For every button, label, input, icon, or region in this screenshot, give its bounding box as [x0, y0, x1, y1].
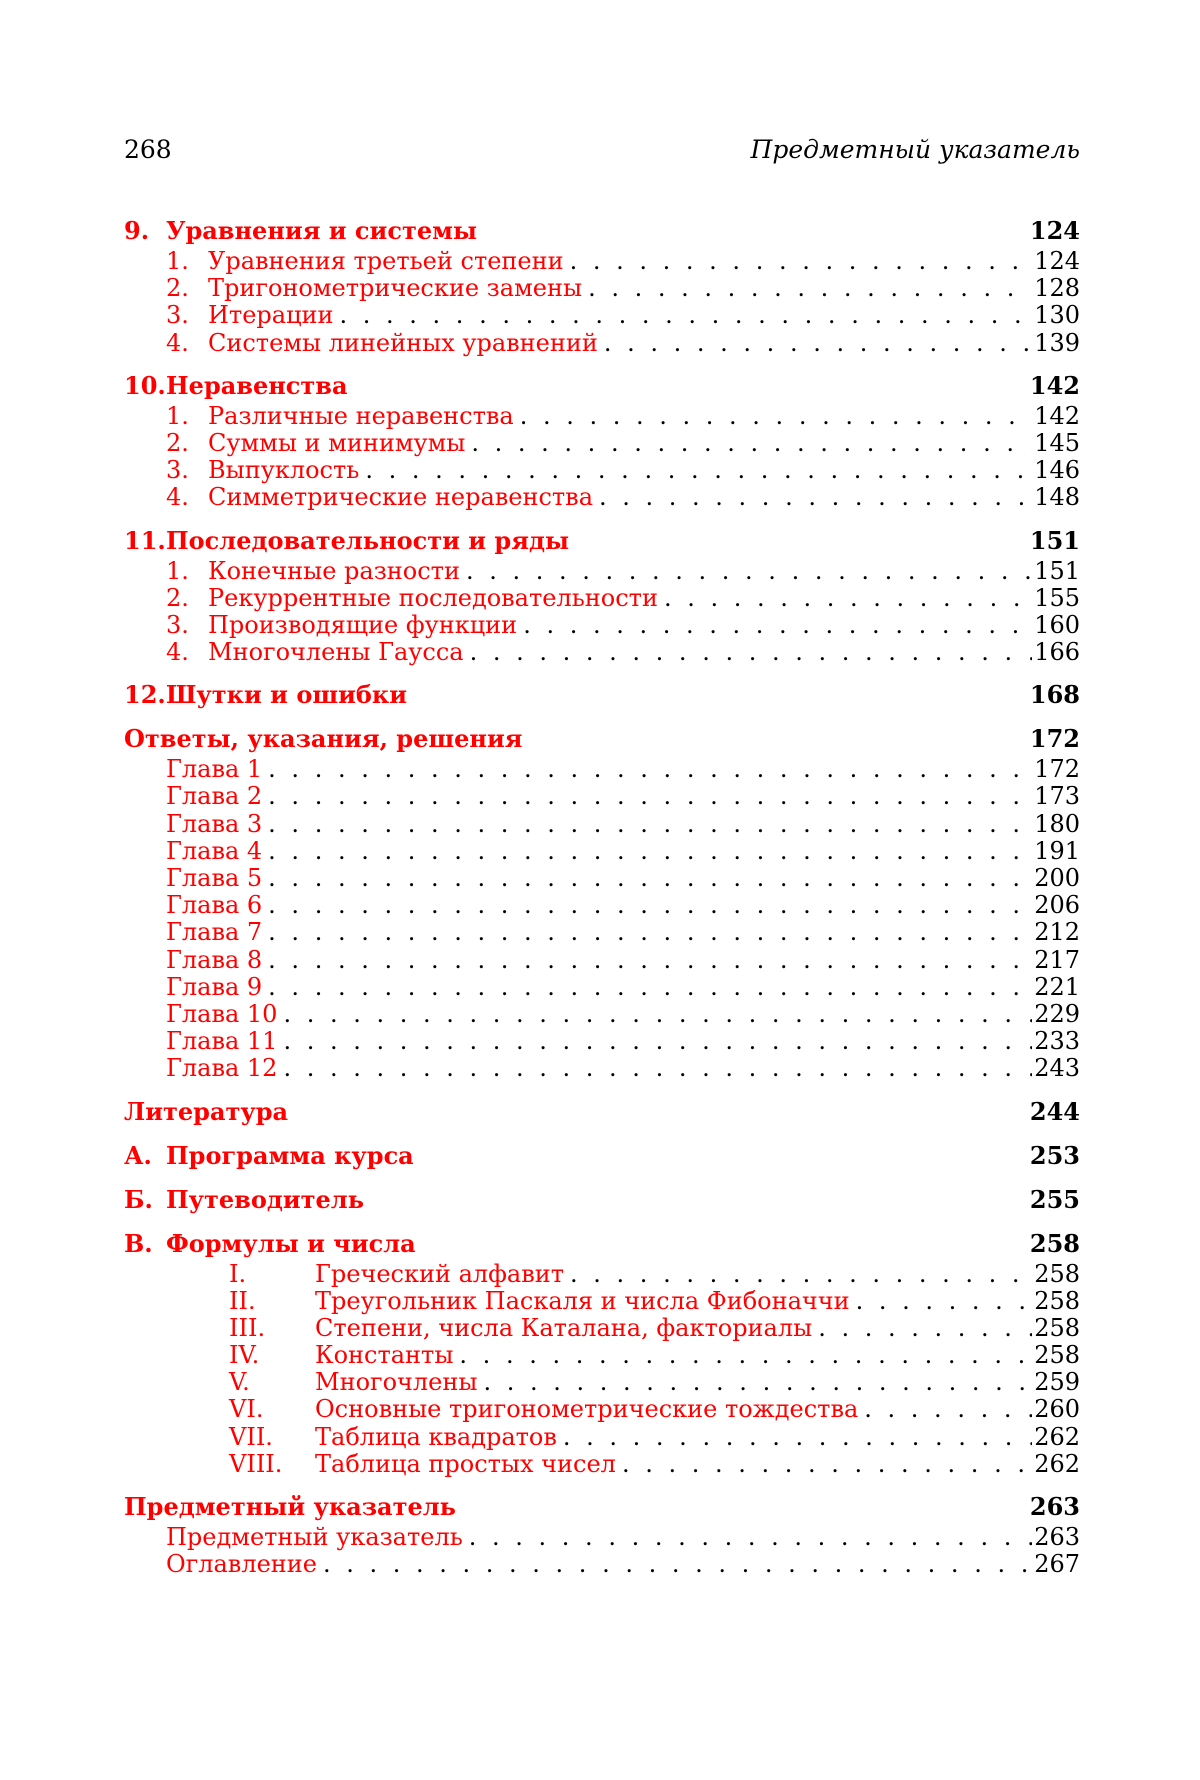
- toc-entry[interactable]: [124, 865, 1080, 892]
- entry-page: 262: [1034, 1451, 1080, 1478]
- entry-number: VI.: [229, 1396, 315, 1423]
- dot-leader: [268, 919, 1032, 946]
- spacer: [124, 357, 1080, 369]
- entry-title: Глава 8: [166, 947, 262, 974]
- toc-index[interactable]: [124, 1490, 1080, 1524]
- entry-page: 146: [1034, 457, 1080, 484]
- entry-title: Конечные разности: [208, 558, 460, 585]
- entry-title: Уравнения третьей степени: [208, 248, 564, 275]
- entry-title: Таблица квадратов: [315, 1424, 557, 1451]
- entry-title: Глава 12: [166, 1055, 277, 1082]
- chapter-title: Литература: [124, 1095, 1030, 1129]
- toc-entry[interactable]: [124, 302, 1080, 329]
- entry-number: VIII.: [229, 1451, 315, 1478]
- entry-page: 124: [1034, 248, 1080, 275]
- dot-leader: [469, 1524, 1032, 1551]
- entry-title: Глава 2: [166, 783, 262, 810]
- entry-title: Рекуррентные последовательности: [208, 585, 658, 612]
- chapter-title: Предметный указатель: [124, 1490, 1030, 1524]
- chapter-number: 11.: [124, 524, 166, 558]
- entry-number: VII.: [229, 1424, 315, 1451]
- spacer: [124, 1217, 1080, 1227]
- entry-title: Выпуклость: [208, 457, 359, 484]
- toc-entry[interactable]: [124, 838, 1080, 865]
- entry-page: 139: [1034, 330, 1080, 357]
- toc-entry[interactable]: [124, 558, 1080, 585]
- dot-leader: [340, 302, 1033, 329]
- chapter-page: 258: [1030, 1227, 1080, 1261]
- entry-number: III.: [229, 1315, 315, 1342]
- table-of-contents: [124, 214, 1080, 1578]
- entry-number: IV.: [229, 1342, 315, 1369]
- entry-number: I.: [229, 1261, 315, 1288]
- toc-entry[interactable]: [124, 1369, 1080, 1396]
- entry-title: Производящие функции: [208, 612, 517, 639]
- entry-page: 217: [1034, 947, 1080, 974]
- chapter-title: Последовательности и ряды: [166, 524, 1030, 558]
- chapter-title: Шутки и ошибки: [166, 678, 1030, 712]
- entry-number: 2.: [166, 430, 208, 457]
- entry-number: II.: [229, 1288, 315, 1315]
- dot-leader: [471, 430, 1032, 457]
- entry-number: 4.: [166, 639, 208, 666]
- entry-page: 130: [1034, 302, 1080, 329]
- dot-leader: [268, 811, 1032, 838]
- entry-title: Системы линейных уравнений: [208, 330, 598, 357]
- dot-leader: [323, 1551, 1032, 1578]
- dot-leader: [268, 756, 1032, 783]
- entry-page: 128: [1034, 275, 1080, 302]
- toc-entry[interactable]: [124, 919, 1080, 946]
- entry-page: 260: [1034, 1396, 1080, 1423]
- dot-leader: [268, 783, 1032, 810]
- dot-leader: [283, 1055, 1032, 1082]
- entry-page: 155: [1034, 585, 1080, 612]
- toc-appendix-v[interactable]: [124, 1227, 1080, 1261]
- entry-number: 2.: [166, 585, 208, 612]
- entry-page: 172: [1034, 756, 1080, 783]
- dot-leader: [283, 1028, 1032, 1055]
- toc-entry[interactable]: [124, 275, 1080, 302]
- toc-entry[interactable]: [124, 783, 1080, 810]
- entry-title: Предметный указатель: [166, 1524, 463, 1551]
- chapter-title: Неравенства: [166, 369, 1030, 403]
- toc-entry[interactable]: [124, 811, 1080, 838]
- entry-page: 259: [1034, 1369, 1080, 1396]
- entry-page: 142: [1034, 403, 1080, 430]
- entry-title: Многочлены: [315, 1369, 477, 1396]
- entry-page: 212: [1034, 919, 1080, 946]
- dot-leader: [283, 1001, 1032, 1028]
- dot-leader: [570, 248, 1033, 275]
- entry-title: Степени, числа Каталана, факториалы: [315, 1315, 812, 1342]
- dot-leader: [599, 484, 1032, 511]
- chapter-page: 263: [1030, 1490, 1080, 1524]
- chapter-number: 10.: [124, 369, 166, 403]
- entry-page: 145: [1034, 430, 1080, 457]
- toc-literature[interactable]: [124, 1095, 1080, 1129]
- entry-page: 229: [1034, 1001, 1080, 1028]
- entry-number: 4.: [166, 484, 208, 511]
- entry-number: 4.: [166, 330, 208, 357]
- entry-page: 151: [1034, 558, 1080, 585]
- toc-entry[interactable]: [124, 1551, 1080, 1578]
- toc-entry[interactable]: [124, 484, 1080, 511]
- chapter-page: 151: [1030, 524, 1080, 558]
- entry-number: 1.: [166, 248, 208, 275]
- toc-appendix-a[interactable]: [124, 1139, 1080, 1173]
- dot-leader: [520, 403, 1032, 430]
- entry-title: Различные неравенства: [208, 403, 514, 430]
- toc-entry[interactable]: [124, 248, 1080, 275]
- dot-leader: [622, 1451, 1032, 1478]
- entry-page: 173: [1034, 783, 1080, 810]
- spacer: [124, 1129, 1080, 1139]
- running-title: Предметный указатель: [751, 132, 1080, 168]
- entry-number: 1.: [166, 558, 208, 585]
- toc-entry[interactable]: [124, 1396, 1080, 1423]
- entry-page: 263: [1034, 1524, 1080, 1551]
- entry-title: Глава 6: [166, 892, 262, 919]
- chapter-number: А.: [124, 1139, 166, 1173]
- toc-entry[interactable]: [124, 585, 1080, 612]
- spacer: [124, 1173, 1080, 1183]
- entry-title: Греческий алфавит: [315, 1261, 564, 1288]
- toc-entry[interactable]: [124, 974, 1080, 1001]
- dot-leader: [483, 1369, 1032, 1396]
- toc-entry[interactable]: [124, 403, 1080, 430]
- entry-title: Глава 4: [166, 838, 262, 865]
- entry-number: 3.: [166, 612, 208, 639]
- entry-page: 180: [1034, 811, 1080, 838]
- chapter-title: Формулы и числа: [166, 1227, 1030, 1261]
- chapter-page: 244: [1030, 1095, 1080, 1129]
- chapter-page: 172: [1030, 722, 1080, 756]
- toc-chapter-9[interactable]: [124, 214, 1080, 248]
- chapter-number: 12.: [124, 678, 166, 712]
- entry-number: 1.: [166, 403, 208, 430]
- dot-leader: [856, 1288, 1033, 1315]
- dot-leader: [365, 457, 1032, 484]
- chapter-page: 255: [1030, 1183, 1080, 1217]
- toc-entry[interactable]: [124, 947, 1080, 974]
- entry-page: 148: [1034, 484, 1080, 511]
- chapter-page: 124: [1030, 214, 1080, 248]
- toc-entry[interactable]: [124, 1342, 1080, 1369]
- toc-entry[interactable]: [124, 1261, 1080, 1288]
- entry-title: Симметрические неравенства: [208, 484, 593, 511]
- entry-title: Константы: [315, 1342, 453, 1369]
- toc-entry[interactable]: [124, 1451, 1080, 1478]
- toc-entry[interactable]: [124, 892, 1080, 919]
- entry-page: 258: [1034, 1315, 1080, 1342]
- entry-page: 160: [1034, 612, 1080, 639]
- spacer: [124, 512, 1080, 524]
- toc-entry[interactable]: [124, 1001, 1080, 1028]
- dot-leader: [268, 892, 1032, 919]
- entry-number: V.: [229, 1369, 315, 1396]
- entry-title: Многочлены Гаусса: [208, 639, 464, 666]
- entry-title: Глава 10: [166, 1001, 277, 1028]
- toc-entry[interactable]: [124, 1424, 1080, 1451]
- entry-page: 243: [1034, 1055, 1080, 1082]
- dot-leader: [268, 838, 1032, 865]
- toc-entry[interactable]: [124, 1315, 1080, 1342]
- page: [124, 0, 1080, 1780]
- dot-leader: [466, 558, 1032, 585]
- entry-page: 206: [1034, 892, 1080, 919]
- entry-title: Глава 7: [166, 919, 262, 946]
- entry-title: Суммы и минимумы: [208, 430, 465, 457]
- entry-number: 2.: [166, 275, 208, 302]
- toc-entry[interactable]: [124, 1055, 1080, 1082]
- toc-entry[interactable]: [124, 1028, 1080, 1055]
- entry-title: Глава 3: [166, 811, 262, 838]
- entry-title: Тригонометрические замены: [208, 275, 582, 302]
- entry-title: Глава 1: [166, 756, 262, 783]
- chapter-number: В.: [124, 1227, 166, 1261]
- entry-page: 221: [1034, 974, 1080, 1001]
- chapter-page: 253: [1030, 1139, 1080, 1173]
- entry-page: 267: [1034, 1551, 1080, 1578]
- entry-page: 166: [1034, 639, 1080, 666]
- entry-page: 258: [1034, 1288, 1080, 1315]
- chapter-page: 168: [1030, 678, 1080, 712]
- chapter-title: Путеводитель: [166, 1183, 1030, 1217]
- dot-leader: [664, 585, 1032, 612]
- chapter-title: Программа курса: [166, 1139, 1030, 1173]
- toc-appendix-b[interactable]: [124, 1183, 1080, 1217]
- toc-entry[interactable]: [124, 457, 1080, 484]
- dot-leader: [563, 1424, 1032, 1451]
- toc-answers[interactable]: [124, 722, 1080, 756]
- entry-title: Таблица простых чисел: [315, 1451, 616, 1478]
- dot-leader: [523, 612, 1032, 639]
- entry-number: 3.: [166, 457, 208, 484]
- toc-chapter-10[interactable]: [124, 369, 1080, 403]
- chapter-number: Б.: [124, 1183, 166, 1217]
- dot-leader: [588, 275, 1032, 302]
- spacer: [124, 1083, 1080, 1095]
- toc-entry[interactable]: [124, 639, 1080, 666]
- chapter-page: 142: [1030, 369, 1080, 403]
- entry-page: 258: [1034, 1261, 1080, 1288]
- dot-leader: [268, 947, 1032, 974]
- entry-title: Треугольник Паскаля и числа Фибоначчи: [315, 1288, 850, 1315]
- toc-entry[interactable]: [124, 1524, 1080, 1551]
- dot-leader: [604, 330, 1032, 357]
- entry-page: 200: [1034, 865, 1080, 892]
- toc-chapter-11[interactable]: [124, 524, 1080, 558]
- spacer: [124, 712, 1080, 722]
- entry-title: Глава 9: [166, 974, 262, 1001]
- dot-leader: [459, 1342, 1032, 1369]
- entry-number: 3.: [166, 302, 208, 329]
- entry-title: Основные тригонометрические тождества: [315, 1396, 858, 1423]
- chapter-number: 9.: [124, 214, 166, 248]
- spacer: [124, 666, 1080, 678]
- chapter-title: Ответы, указания, решения: [124, 722, 1030, 756]
- running-head: [124, 132, 1080, 168]
- entry-page: 258: [1034, 1342, 1080, 1369]
- dot-leader: [470, 639, 1033, 666]
- dot-leader: [268, 865, 1032, 892]
- entry-page: 262: [1034, 1424, 1080, 1451]
- dot-leader: [268, 974, 1032, 1001]
- dot-leader: [864, 1396, 1032, 1423]
- toc-entry[interactable]: [124, 330, 1080, 357]
- spacer: [124, 1478, 1080, 1490]
- toc-entry[interactable]: [124, 430, 1080, 457]
- toc-entry[interactable]: [124, 612, 1080, 639]
- page-number: 268: [124, 132, 172, 168]
- toc-chapter-12[interactable]: [124, 678, 1080, 712]
- entry-title: Оглавление: [166, 1551, 317, 1578]
- entry-page: 233: [1034, 1028, 1080, 1055]
- toc-entry[interactable]: [124, 756, 1080, 783]
- entry-page: 191: [1034, 838, 1080, 865]
- entry-title: Итерации: [208, 302, 334, 329]
- entry-title: Глава 11: [166, 1028, 277, 1055]
- toc-entry[interactable]: [124, 1288, 1080, 1315]
- entry-title: Глава 5: [166, 865, 262, 892]
- dot-leader: [818, 1315, 1032, 1342]
- dot-leader: [570, 1261, 1032, 1288]
- chapter-title: Уравнения и системы: [166, 214, 1030, 248]
